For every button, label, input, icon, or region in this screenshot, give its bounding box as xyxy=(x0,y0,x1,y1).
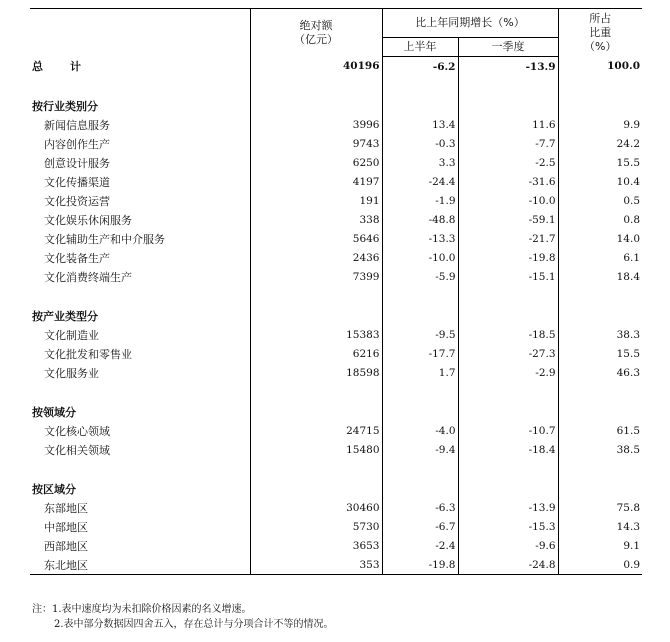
section-title: 按领域分 xyxy=(32,405,76,419)
row-h1: 1.7 xyxy=(382,363,458,382)
row-share: 10.4 xyxy=(558,172,642,191)
row-q1: -24.8 xyxy=(458,555,558,575)
row-q1: -31.6 xyxy=(458,172,558,191)
header-absolute: 绝对额 （亿元） xyxy=(250,9,382,57)
section-title-row xyxy=(30,306,642,325)
row-abs: 2436 xyxy=(250,248,382,267)
row-share: 14.3 xyxy=(558,517,642,536)
spacer-row xyxy=(30,76,642,96)
total-label: 总 计 xyxy=(32,60,89,74)
section-title-row xyxy=(30,402,642,421)
row-q1: -7.7 xyxy=(458,134,558,153)
section-title-row xyxy=(30,96,642,115)
total-share: 100.0 xyxy=(558,57,642,77)
row-q1: 11.6 xyxy=(458,115,558,134)
row-share: 9.1 xyxy=(558,536,642,555)
spacer-row xyxy=(30,286,642,306)
header-share: 所占 比重 （%） xyxy=(558,9,642,57)
total-abs: 40196 xyxy=(250,57,382,77)
row-label: 新闻信息服务 xyxy=(44,118,110,132)
row-q1: -27.3 xyxy=(458,344,558,363)
header-blank xyxy=(30,9,250,57)
section-title: 按行业类别分 xyxy=(32,99,98,113)
row-abs: 6216 xyxy=(250,344,382,363)
header-growth: 比上年同期增长（%） xyxy=(382,9,558,38)
table-row xyxy=(30,134,642,153)
row-share: 0.5 xyxy=(558,191,642,210)
row-abs: 338 xyxy=(250,210,382,229)
row-share: 24.2 xyxy=(558,134,642,153)
row-h1: 3.3 xyxy=(382,153,458,172)
row-label: 文化辅助生产和中介服务 xyxy=(44,232,165,246)
row-h1: -9.4 xyxy=(382,440,458,459)
row-h1: -2.4 xyxy=(382,536,458,555)
table-row xyxy=(30,191,642,210)
section-title-row xyxy=(30,479,642,498)
row-abs: 18598 xyxy=(250,363,382,382)
row-h1: -5.9 xyxy=(382,267,458,286)
row-abs: 5730 xyxy=(250,517,382,536)
table-row xyxy=(30,536,642,555)
row-h1: -48.8 xyxy=(382,210,458,229)
row-abs: 3653 xyxy=(250,536,382,555)
footnotes xyxy=(32,602,652,632)
header-first-half: 上半年 xyxy=(382,38,458,57)
row-h1: -19.8 xyxy=(382,555,458,575)
row-share: 18.4 xyxy=(558,267,642,286)
row-q1: -18.5 xyxy=(458,325,558,344)
culture-revenue-table xyxy=(30,8,642,575)
footnote-1: 注：1.表中速度均为未扣除价格因素的名义增速。 xyxy=(32,604,252,615)
row-abs: 6250 xyxy=(250,153,382,172)
row-q1: -13.9 xyxy=(458,498,558,517)
row-abs: 15383 xyxy=(250,325,382,344)
table-row xyxy=(30,172,642,191)
row-share: 0.8 xyxy=(558,210,642,229)
table-row xyxy=(30,363,642,382)
spacer-row xyxy=(30,459,642,479)
row-q1: -10.7 xyxy=(458,421,558,440)
row-share: 6.1 xyxy=(558,248,642,267)
spacer-row xyxy=(30,382,642,402)
row-h1: -4.0 xyxy=(382,421,458,440)
row-label: 文化核心领域 xyxy=(44,424,110,438)
row-h1: -24.4 xyxy=(382,172,458,191)
row-h1: -6.3 xyxy=(382,498,458,517)
row-q1: -19.8 xyxy=(458,248,558,267)
row-share: 38.3 xyxy=(558,325,642,344)
row-label: 文化娱乐休闲服务 xyxy=(44,213,132,227)
row-label: 内容创作生产 xyxy=(44,137,110,151)
row-share: 14.0 xyxy=(558,229,642,248)
row-q1: -2.5 xyxy=(458,153,558,172)
row-label: 文化制造业 xyxy=(44,328,99,342)
row-h1: -13.3 xyxy=(382,229,458,248)
row-abs: 4197 xyxy=(250,172,382,191)
row-label: 文化批发和零售业 xyxy=(44,347,132,361)
row-label: 文化传播渠道 xyxy=(44,175,110,189)
row-h1: -9.5 xyxy=(382,325,458,344)
row-share: 75.8 xyxy=(558,498,642,517)
row-q1: -9.6 xyxy=(458,536,558,555)
table-row xyxy=(30,440,642,459)
header-first-quarter: 一季度 xyxy=(458,38,558,57)
table-row xyxy=(30,267,642,286)
total-q1: -13.9 xyxy=(458,57,558,77)
row-label: 东部地区 xyxy=(44,501,88,515)
row-abs: 15480 xyxy=(250,440,382,459)
row-q1: -15.3 xyxy=(458,517,558,536)
row-label: 西部地区 xyxy=(44,539,88,553)
row-label: 文化服务业 xyxy=(44,366,99,380)
total-row xyxy=(30,57,642,77)
row-label: 文化装备生产 xyxy=(44,251,110,265)
row-share: 15.5 xyxy=(558,153,642,172)
row-h1: -0.3 xyxy=(382,134,458,153)
row-label: 创意设计服务 xyxy=(44,156,110,170)
table-row xyxy=(30,210,642,229)
table-body xyxy=(30,57,642,575)
section-title: 按区域分 xyxy=(32,482,76,496)
row-q1: -2.9 xyxy=(458,363,558,382)
data-table-container xyxy=(30,8,642,575)
table-row xyxy=(30,555,642,575)
row-h1: 13.4 xyxy=(382,115,458,134)
row-share: 61.5 xyxy=(558,421,642,440)
row-q1: -18.4 xyxy=(458,440,558,459)
table-row xyxy=(30,229,642,248)
table-row xyxy=(30,115,642,134)
row-share: 46.3 xyxy=(558,363,642,382)
row-q1: -10.0 xyxy=(458,191,558,210)
row-label: 文化消费终端生产 xyxy=(44,270,132,284)
row-abs: 7399 xyxy=(250,267,382,286)
row-abs: 30460 xyxy=(250,498,382,517)
row-share: 38.5 xyxy=(558,440,642,459)
row-q1: -21.7 xyxy=(458,229,558,248)
table-row xyxy=(30,344,642,363)
row-q1: -15.1 xyxy=(458,267,558,286)
row-share: 15.5 xyxy=(558,344,642,363)
row-share: 0.9 xyxy=(558,555,642,575)
row-abs: 191 xyxy=(250,191,382,210)
row-q1: -59.1 xyxy=(458,210,558,229)
row-abs: 5646 xyxy=(250,229,382,248)
row-h1: -17.7 xyxy=(382,344,458,363)
row-h1: -10.0 xyxy=(382,248,458,267)
row-label: 东北地区 xyxy=(30,555,250,575)
row-h1: -6.7 xyxy=(382,517,458,536)
table-row xyxy=(30,153,642,172)
row-abs: 9743 xyxy=(250,134,382,153)
table-row xyxy=(30,248,642,267)
row-abs: 3996 xyxy=(250,115,382,134)
row-label: 文化相关领域 xyxy=(44,443,110,457)
row-label: 中部地区 xyxy=(44,520,88,534)
section-title: 按产业类型分 xyxy=(32,309,98,323)
row-label: 文化投资运营 xyxy=(44,194,110,208)
row-abs: 24715 xyxy=(250,421,382,440)
footnote-2: 2.表中部分数据因四舍五入，存在总计与分项合计不等的情况。 xyxy=(54,619,334,630)
table-row xyxy=(30,421,642,440)
table-row xyxy=(30,517,642,536)
total-h1: -6.2 xyxy=(382,57,458,77)
table-row xyxy=(30,325,642,344)
row-abs: 353 xyxy=(250,555,382,575)
row-h1: -1.9 xyxy=(382,191,458,210)
table-row xyxy=(30,498,642,517)
row-share: 9.9 xyxy=(558,115,642,134)
